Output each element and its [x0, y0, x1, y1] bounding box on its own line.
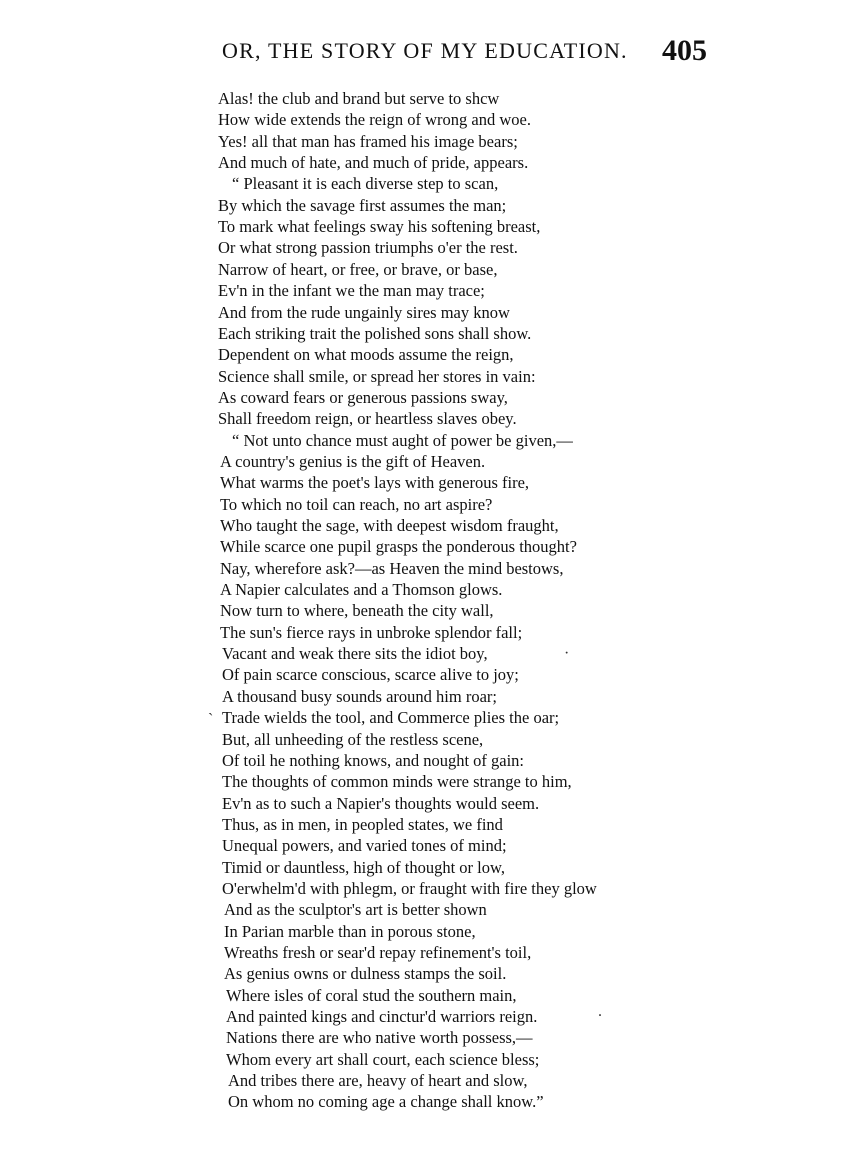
verse-line: Yes! all that man has framed his image bears; [218, 131, 518, 151]
verse-line: In Parian marble than in porous stone, [224, 921, 476, 941]
verse-line: “ Pleasant it is each diverse step to scan, [232, 174, 499, 194]
verse-line: The thoughts of common minds were strange to him, [222, 772, 572, 792]
verse-line: Timid or dauntless, high of thought or low, [222, 857, 505, 877]
verse-line: Wreaths fresh or sear'd repay refinement's toil, [224, 943, 532, 962]
running-title: OR, THE STORY OF MY EDUCATION. [222, 38, 628, 63]
verse-line: Trade wields the tool, and Commerce plies the oar; [222, 708, 560, 728]
verse-line: Where isles of coral stud the southern main, [226, 985, 517, 1005]
verse-line: And as the sculptor's art is better shown [224, 900, 487, 920]
verse-line: How wide extends the reign of wrong and woe. [218, 110, 531, 130]
verse-line: Alas! the club and brand but serve to shcw [218, 89, 500, 108]
page-number: 405 [662, 34, 707, 67]
verse-line: Dependent on what moods assume the reign, [218, 345, 514, 365]
verse-line: As coward fears or generous passions sway, [218, 387, 508, 407]
verse-line: Unequal powers, and varied tones of mind; [222, 836, 507, 856]
verse-line: The sun's fierce rays in unbroke splendor fall; [220, 622, 523, 642]
verse-line: Ev'n in the infant we the man may trace; [218, 281, 485, 301]
verse-line: To which no toil can reach, no art aspire? [220, 494, 493, 514]
verse-line: And much of hate, and much of pride, appears. [218, 153, 529, 173]
verse-line: Shall freedom reign, or heartless slaves obey. [218, 409, 517, 429]
stray-mark: · [564, 645, 570, 662]
verse-line: On whom no coming age a change shall know.” [228, 1092, 544, 1112]
verse-line: Each striking trait the polished sons shall show. [218, 323, 532, 343]
verse-line: A thousand busy sounds around him roar; [222, 686, 497, 706]
stray-mark: . [598, 1003, 602, 1020]
verse-line: And from the rude ungainly sires may know [218, 302, 510, 322]
page-header [0, 34, 850, 74]
verse-line: “ Not unto chance must aught of power be given,— [232, 430, 573, 450]
verse-line: Ev'n as to such a Napier's thoughts would seem. [222, 793, 540, 813]
verse-line: Vacant and weak there sits the idiot boy, [222, 644, 488, 664]
stray-mark: ˋ [208, 711, 214, 728]
verse-line: To mark what feelings sway his softening breast, [218, 217, 541, 237]
verse-line: And painted kings and cinctur'd warriors reign. [226, 1007, 538, 1027]
verse-line: Who taught the sage, with deepest wisdom fraught, [220, 516, 559, 535]
verse-line: Of pain scarce conscious, scarce alive to joy; [222, 665, 519, 685]
verse-line: O'erwhelm'd with phlegm, or fraught with fire they glow [222, 878, 597, 898]
verse-line: A Napier calculates and a Thomson glows. [220, 580, 503, 600]
verse-line: Now turn to where, beneath the city wall, [220, 601, 494, 621]
verse-line: By which the savage first assumes the man; [218, 195, 507, 215]
verse-line: Of toil he nothing knows, and nought of gain: [222, 750, 525, 770]
verse-line: Science shall smile, or spread her stores in vain: [218, 366, 536, 386]
verse-line: Nay, wherefore ask?—as Heaven the mind bestows, [220, 558, 564, 578]
verse-line: While scarce one pupil grasps the ponderous thought? [220, 537, 577, 557]
verse-line: What warms the poet's lays with generous fire, [220, 473, 530, 493]
verse-line: Narrow of heart, or free, or brave, or base, [218, 259, 498, 279]
verse-line: A country's genius is the gift of Heaven. [220, 451, 486, 471]
verse-line: But, all unheeding of the restless scene, [222, 729, 484, 749]
verse-line: Whom every art shall court, each science bless; [226, 1049, 540, 1069]
verse-line: And tribes there are, heavy of heart and slow, [228, 1071, 528, 1091]
verse-line: Or what strong passion triumphs o'er the rest. [218, 238, 518, 258]
verse-line: Thus, as in men, in peopled states, we find [222, 814, 503, 834]
verse-line: As genius owns or dulness stamps the soil. [224, 964, 507, 984]
verse-line: Nations there are who native worth possess,— [226, 1028, 533, 1048]
